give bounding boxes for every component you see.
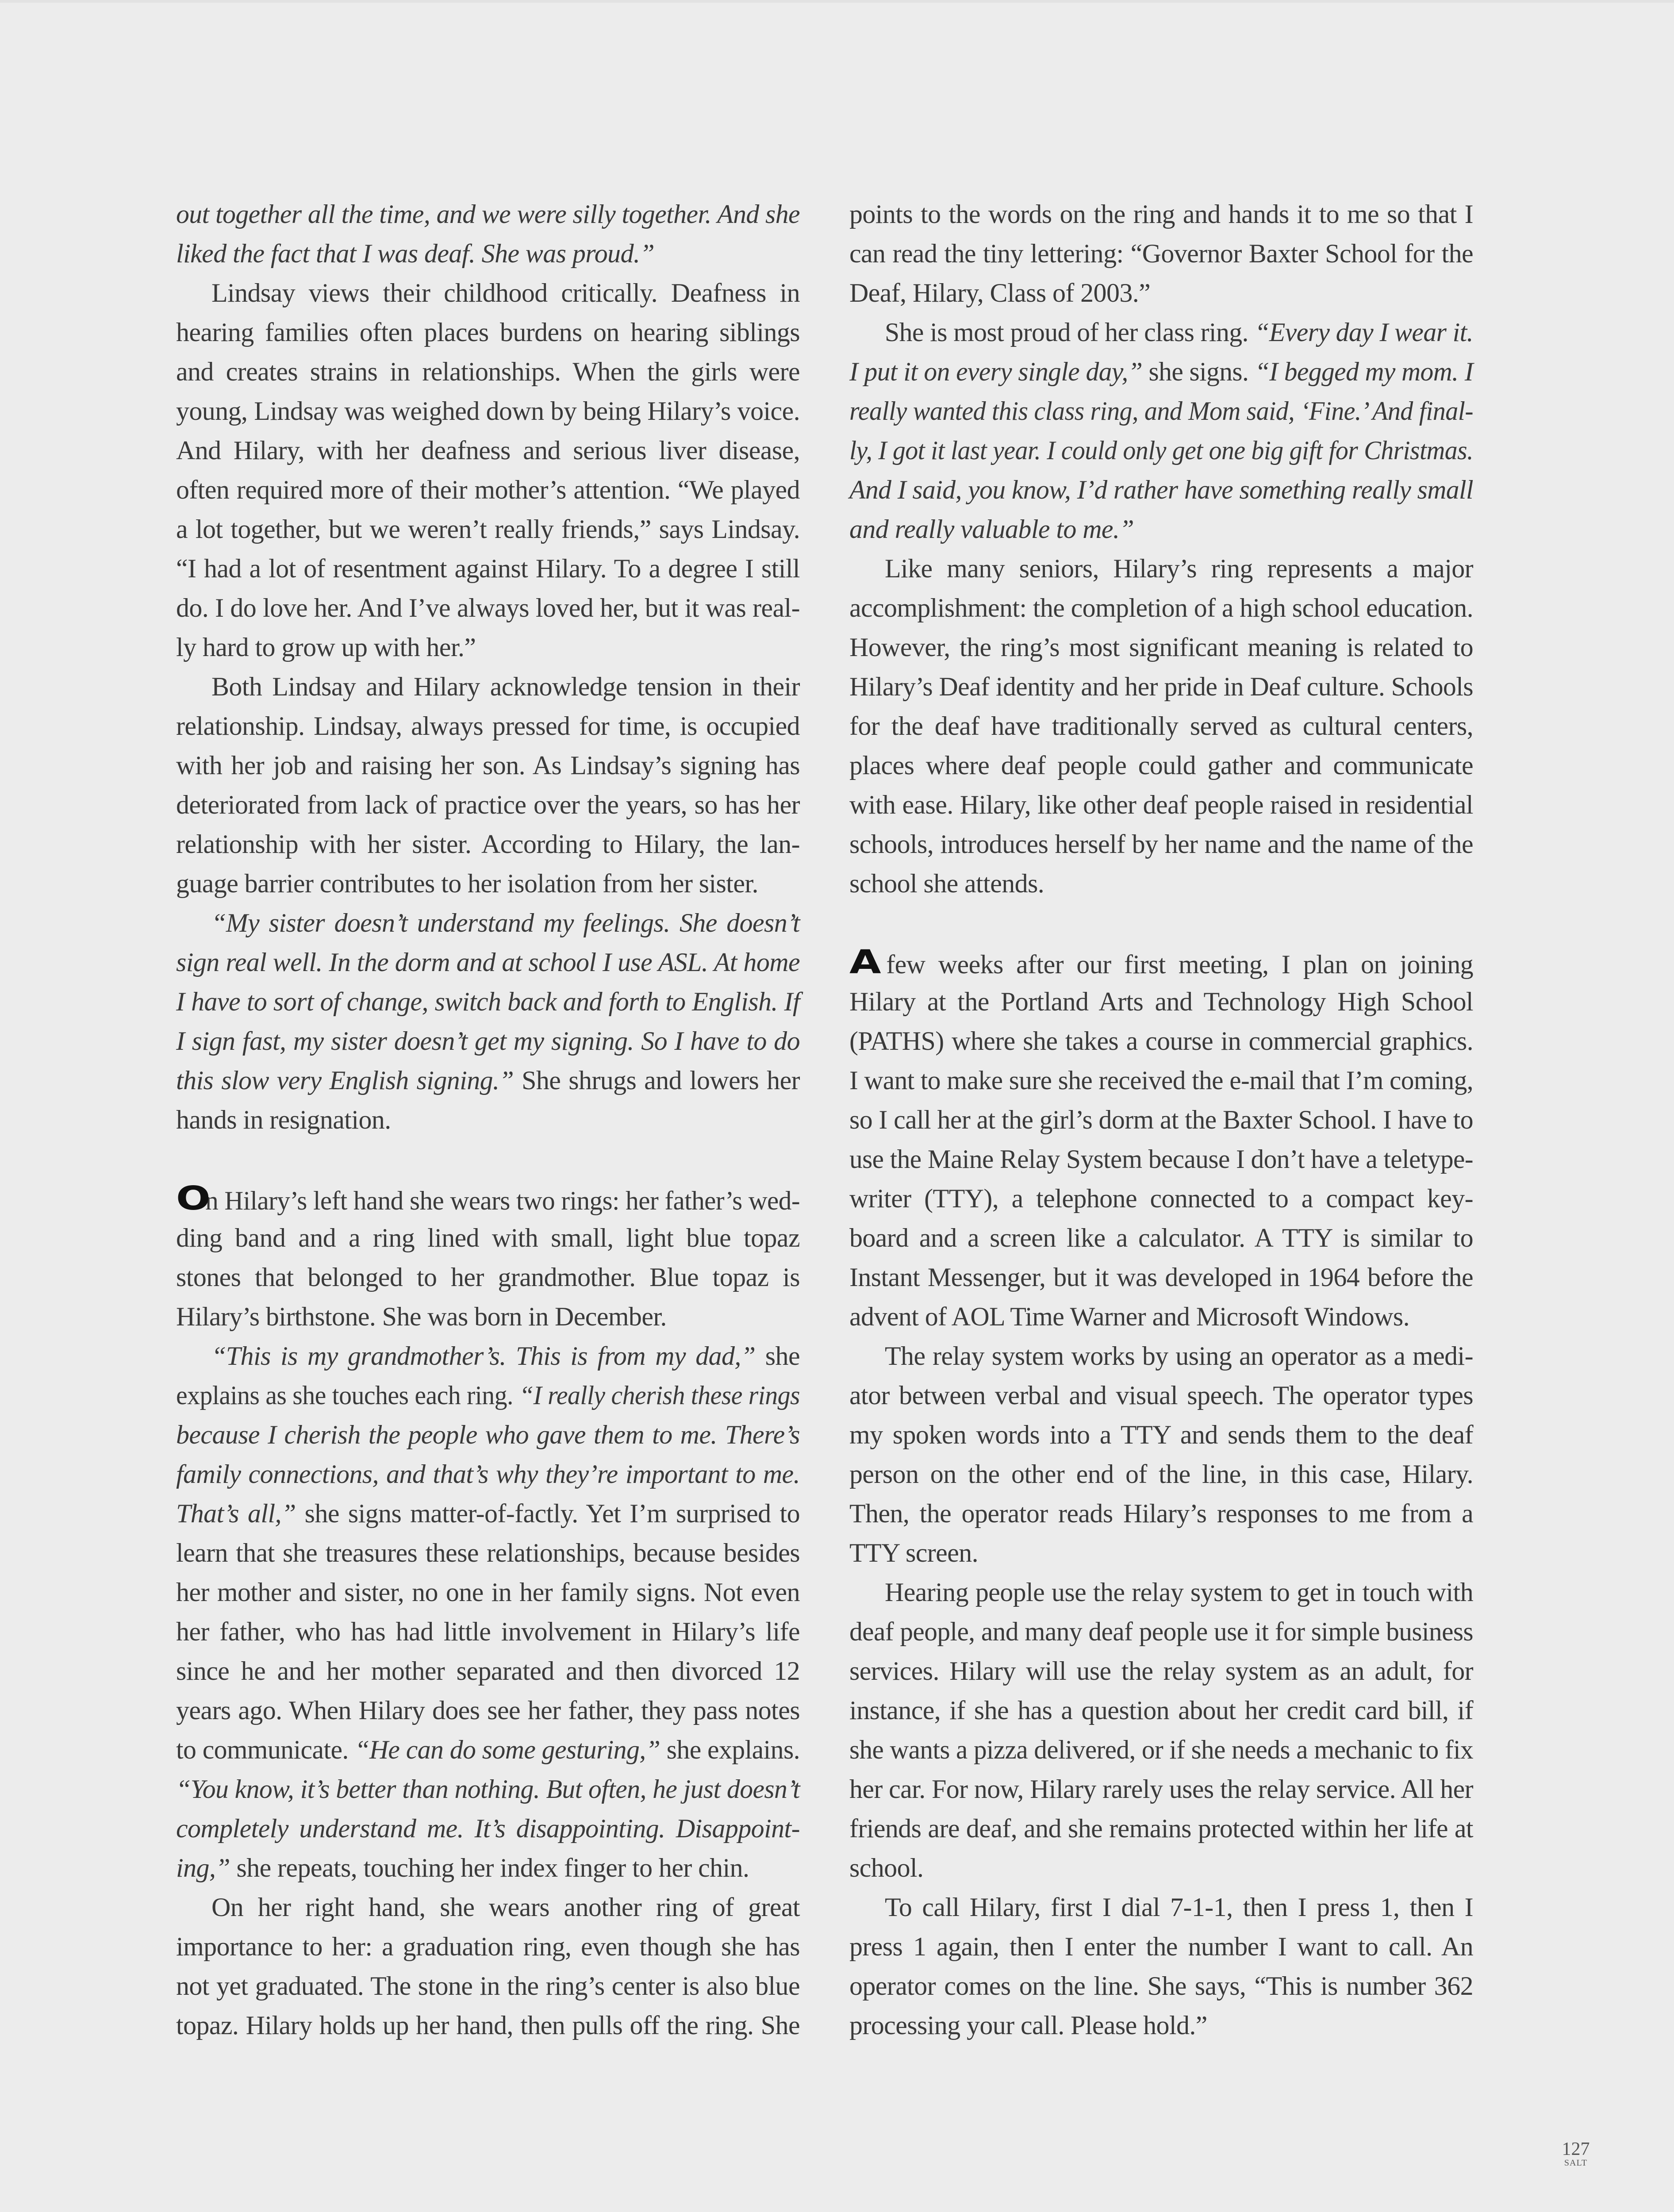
body-text: relationship. Lindsay, always pressed for time, is occupied	[176, 711, 800, 741]
text-line	[849, 1573, 1473, 1612]
body-text: To call Hilary, first I dial 7-1-1, then I press 1, then I	[885, 1893, 1473, 1922]
body-text: She shrugs and lowers her	[514, 1066, 800, 1095]
body-text: hands in resignation.	[176, 1105, 391, 1134]
text-line	[176, 234, 800, 273]
text-line	[849, 1612, 1473, 1651]
quote-text: I have to sort of change, switch back and forth to English. If	[176, 987, 800, 1016]
text-line	[849, 588, 1473, 628]
body-text: friends are deaf, and she remains protected within her life at	[849, 1814, 1473, 1843]
body-text: deaf people, and many deaf people use it for simple business	[849, 1617, 1473, 1646]
text-line	[176, 982, 800, 1022]
body-text: relationship with her sister. According to Hilary, the lan-	[176, 830, 800, 859]
text-line	[176, 1770, 800, 1809]
text-line	[176, 1809, 800, 1848]
text-line	[176, 1888, 800, 1927]
text-line	[176, 864, 800, 903]
text-line	[176, 1494, 800, 1533]
body-text: she repeats, touching her index finger to her chin.	[230, 1853, 749, 1882]
text-line	[176, 785, 800, 825]
text-line	[176, 1848, 800, 1888]
body-text: few weeks after our first meeting, I plan on joining	[886, 950, 1473, 979]
body-text: However, the ring’s most significant meaning is related to	[849, 633, 1473, 662]
text-line	[849, 825, 1473, 864]
body-text: writer (TTY), a telephone connected to a compact key-	[849, 1184, 1473, 1213]
quote-text: “Every day I wear it.	[1255, 318, 1473, 347]
text-line	[176, 1533, 800, 1573]
body-text: accomplishment: the completion of a high school education.	[849, 593, 1473, 622]
body-text: Then, the operator reads Hilary’s responses to me from a	[849, 1499, 1473, 1528]
quote-text: “My sister doesn’t understand my feelings. She doesn’t	[211, 908, 800, 937]
text-line	[849, 1218, 1473, 1258]
text-line	[176, 431, 800, 470]
section-break	[849, 903, 1473, 943]
quote-text: because I cherish the people who gave them to me. There’s	[176, 1420, 800, 1449]
text-line	[176, 707, 800, 746]
quote-text: I put it on every single day,”	[849, 357, 1143, 386]
text-line	[849, 352, 1473, 392]
body-text: young, Lindsay was weighed down by being Hilary’s voice.	[176, 396, 800, 426]
text-line	[176, 1966, 800, 2006]
text-line	[176, 1297, 800, 1336]
body-text: to communicate.	[176, 1735, 355, 1764]
body-text: Hilary’s Deaf identity and her pride in Deaf culture. Schools	[849, 672, 1473, 701]
quote-text: really wanted this class ring, and Mom said, ‘Fine.’ And final-	[849, 396, 1473, 426]
text-line	[849, 1730, 1473, 1770]
body-text: a lot together, but we weren’t really friends,” says Lindsay.	[176, 515, 800, 544]
text-line	[849, 943, 1473, 982]
text-line	[849, 1336, 1473, 1376]
text-line	[849, 1258, 1473, 1297]
quote-text: And I said, you know, I’d rather have something really small	[849, 475, 1473, 504]
text-line	[849, 1809, 1473, 1848]
drop-cap: O	[176, 1179, 211, 1217]
left-column	[176, 195, 800, 2045]
body-text: she explains.	[660, 1735, 800, 1764]
body-text: “I had a lot of resentment against Hilary. To a degree I still	[176, 554, 800, 583]
text-line	[176, 273, 800, 313]
quote-text: this slow very English signing.”	[176, 1066, 514, 1095]
body-text: importance to her: a graduation ring, even though she has	[176, 1932, 800, 1961]
text-line	[176, 313, 800, 352]
quote-text: That’s all,”	[176, 1499, 296, 1528]
body-text: The relay system works by using an operator as a medi-	[885, 1341, 1473, 1371]
body-text: guage barrier contributes to her isolation from her sister.	[176, 869, 758, 898]
body-text: (PATHS) where she takes a course in commercial graphics.	[849, 1026, 1473, 1056]
text-line	[176, 549, 800, 588]
body-text: Lindsay views their childhood critically. Deafness in	[211, 278, 800, 307]
quote-text: “You know, it’s better than nothing. But often, he just doesn’t	[176, 1774, 800, 1804]
text-line	[849, 1533, 1473, 1573]
body-text: hearing families often places burdens on hearing siblings	[176, 318, 800, 347]
text-line	[849, 1376, 1473, 1415]
body-text: I want to make sure she received the e-mail that I’m coming,	[849, 1066, 1473, 1095]
text-line	[849, 1179, 1473, 1218]
text-line	[849, 549, 1473, 588]
body-text: my spoken words into a TTY and sends them to the deaf	[849, 1420, 1473, 1449]
text-line	[849, 313, 1473, 352]
body-text: advent of AOL Time Warner and Microsoft Windows.	[849, 1302, 1410, 1331]
quote-text: “This is my grandmother’s. This is from my dad,”	[211, 1341, 756, 1371]
quote-text: “He can do some gesturing,”	[355, 1735, 660, 1764]
text-line	[176, 1927, 800, 1966]
text-line	[849, 982, 1473, 1022]
text-line	[176, 1573, 800, 1612]
text-line	[849, 1966, 1473, 2006]
body-text: ator between verbal and visual speech. The operator types	[849, 1381, 1473, 1410]
body-text: she signs.	[1142, 357, 1255, 386]
body-text: Both Lindsay and Hilary acknowledge tension in their	[211, 672, 800, 701]
text-line	[849, 2006, 1473, 2045]
body-text: not yet graduated. The stone in the ring’s center is also blue	[176, 1971, 800, 2001]
quote-text: out together all the time, and we were silly together. And she	[176, 200, 800, 229]
quote-text: completely understand me. It’s disappointing. Disappoint-	[176, 1814, 800, 1843]
body-text: processing your call. Please hold.”	[849, 2011, 1207, 2040]
body-text: explains as she touches each ring.	[176, 1381, 519, 1410]
body-text: points to the words on the ring and hands it to me so that I	[849, 200, 1473, 229]
body-text: so I call her at the girl’s dorm at the Baxter School. I have to	[849, 1105, 1473, 1134]
text-line	[176, 943, 800, 982]
body-text: she wants a pizza delivered, or if she needs a mechanic to fix	[849, 1735, 1473, 1764]
text-line	[176, 1061, 800, 1100]
body-text: Like many seniors, Hilary’s ring represents a major	[885, 554, 1473, 583]
body-text: Hearing people use the relay system to get in touch with	[885, 1578, 1473, 1607]
quote-text: family connections, and that’s why they’re important to me.	[176, 1459, 800, 1489]
quote-text: and really valuable to me.”	[849, 515, 1134, 544]
text-line	[176, 510, 800, 549]
text-line	[849, 1691, 1473, 1730]
text-line	[849, 1927, 1473, 1966]
quote-text: sign real well. In the dorm and at school I use ASL. At home	[176, 948, 800, 977]
text-line	[849, 1888, 1473, 1927]
body-text: she	[755, 1341, 800, 1371]
text-line	[176, 1612, 800, 1651]
body-text: And Hilary, with her deafness and serious liver disease,	[176, 436, 800, 465]
body-text: instance, if she has a question about her credit card bill, if	[849, 1696, 1473, 1725]
body-text: board and a screen like a calculator. A TTY is similar to	[849, 1223, 1473, 1252]
body-text: her mother and sister, no one in her family signs. Not even	[176, 1578, 800, 1607]
text-line	[849, 1455, 1473, 1494]
body-text: Instant Messenger, but it was developed in 1964 before the	[849, 1263, 1473, 1292]
body-text: and creates strains in relationships. When the girls were	[176, 357, 800, 386]
text-line	[849, 1651, 1473, 1691]
text-line	[176, 1218, 800, 1258]
quote-text: ing,”	[176, 1853, 230, 1882]
text-line	[176, 1258, 800, 1297]
body-text: n Hilary’s left hand she wears two rings: her father’s wed-	[205, 1186, 800, 1215]
body-text: TTY screen.	[849, 1538, 979, 1567]
body-text: school she attends.	[849, 869, 1044, 898]
text-line	[176, 628, 800, 667]
magazine-name: SALT	[1564, 2158, 1588, 2168]
text-line	[176, 470, 800, 510]
quote-text: I sign fast, my sister doesn’t get my signing. So I have to do	[176, 1026, 800, 1056]
body-text: ding band and a ring lined with small, light blue topaz	[176, 1223, 800, 1252]
body-text: often required more of their mother’s attention. “We played	[176, 475, 800, 504]
text-line	[176, 746, 800, 785]
text-line	[849, 392, 1473, 431]
text-line	[849, 1140, 1473, 1179]
text-line	[176, 1415, 800, 1455]
body-text: ly hard to grow up with her.”	[176, 633, 476, 662]
body-text: she signs matter-of-factly. Yet I’m surprised to	[296, 1499, 800, 1528]
body-text: person on the other end of the line, in this case, Hilary.	[849, 1459, 1473, 1489]
text-line	[176, 1376, 800, 1415]
text-line	[176, 1100, 800, 1140]
folio	[1560, 2140, 1591, 2168]
quote-text: liked the fact that I was deaf. She was proud.”	[176, 239, 655, 268]
drop-cap: A	[849, 943, 881, 981]
text-line	[849, 431, 1473, 470]
text-line	[849, 470, 1473, 510]
quote-text: “I really cherish these rings	[519, 1381, 800, 1410]
body-text: Hilary’s birthstone. She was born in December.	[176, 1302, 667, 1331]
text-line	[849, 667, 1473, 707]
quote-text: ly, I got it last year. I could only get one big gift for Christmas.	[849, 436, 1473, 465]
text-line	[849, 1061, 1473, 1100]
body-text: use the Maine Relay System because I don’t have a teletype-	[849, 1144, 1473, 1174]
body-text: learn that she treasures these relationships, because besides	[176, 1538, 800, 1567]
text-line	[176, 392, 800, 431]
text-line	[849, 1848, 1473, 1888]
body-text: schools, introduces herself by her name and the name of the	[849, 830, 1473, 859]
body-text: She is most proud of her class ring.	[885, 318, 1255, 347]
text-line	[849, 1770, 1473, 1809]
text-line	[849, 1415, 1473, 1455]
quote-text: “I begged my mom. I	[1255, 357, 1473, 386]
page-top-edge	[0, 0, 1674, 3]
text-line	[176, 825, 800, 864]
body-text: services. Hilary will use the relay system as an adult, for	[849, 1656, 1473, 1686]
page-number: 127	[1562, 2139, 1590, 2159]
text-line	[176, 195, 800, 234]
body-text: with ease. Hilary, like other deaf people raised in residential	[849, 790, 1473, 819]
text-line	[176, 1179, 800, 1218]
text-line	[176, 352, 800, 392]
text-line	[176, 1022, 800, 1061]
text-line	[849, 234, 1473, 273]
text-line	[849, 1494, 1473, 1533]
text-line	[849, 195, 1473, 234]
body-text: stones that belonged to her grandmother. Blue topaz is	[176, 1263, 800, 1292]
text-line	[176, 667, 800, 707]
text-line	[176, 1730, 800, 1770]
body-text: Hilary at the Portland Arts and Technology High School	[849, 987, 1473, 1016]
body-text: her father, who has had little involvement in Hilary’s life	[176, 1617, 800, 1646]
text-line	[176, 1651, 800, 1691]
text-line	[176, 588, 800, 628]
text-line	[176, 1455, 800, 1494]
text-line	[176, 2006, 800, 2045]
text-line	[849, 1022, 1473, 1061]
text-line	[176, 1691, 800, 1730]
body-text: school.	[849, 1853, 924, 1882]
text-line	[849, 273, 1473, 313]
section-break	[176, 1140, 800, 1179]
body-text: with her job and raising her son. As Lindsay’s signing has	[176, 751, 800, 780]
body-text: do. I do love her. And I’ve always loved her, but it was real-	[176, 593, 800, 622]
body-text: deteriorated from lack of practice over the years, so has her	[176, 790, 800, 819]
text-line	[849, 707, 1473, 746]
body-text: for the deaf have traditionally served as cultural centers,	[849, 711, 1473, 741]
text-line	[849, 510, 1473, 549]
body-text: On her right hand, she wears another ring of great	[211, 1893, 800, 1922]
text-line	[849, 864, 1473, 903]
body-text: places where deaf people could gather and communicate	[849, 751, 1473, 780]
right-column	[849, 195, 1473, 2045]
text-line	[849, 1297, 1473, 1336]
body-text: can read the tiny lettering: “Governor Baxter School for the	[849, 239, 1473, 268]
text-line	[849, 1100, 1473, 1140]
text-line	[849, 628, 1473, 667]
body-text: years ago. When Hilary does see her father, they pass notes	[176, 1696, 800, 1725]
body-text: operator comes on the line. She says, “This is number 362	[849, 1971, 1473, 2001]
body-text: since he and her mother separated and then divorced 12	[176, 1656, 800, 1686]
body-text: topaz. Hilary holds up her hand, then pulls off the ring. She	[176, 2011, 800, 2040]
body-text: press 1 again, then I enter the number I want to call. An	[849, 1932, 1473, 1961]
text-line	[849, 785, 1473, 825]
text-line	[849, 746, 1473, 785]
text-line	[176, 1336, 800, 1376]
body-text: Deaf, Hilary, Class of 2003.”	[849, 278, 1151, 307]
body-text: her car. For now, Hilary rarely uses the relay service. All her	[849, 1774, 1473, 1804]
text-line	[176, 903, 800, 943]
